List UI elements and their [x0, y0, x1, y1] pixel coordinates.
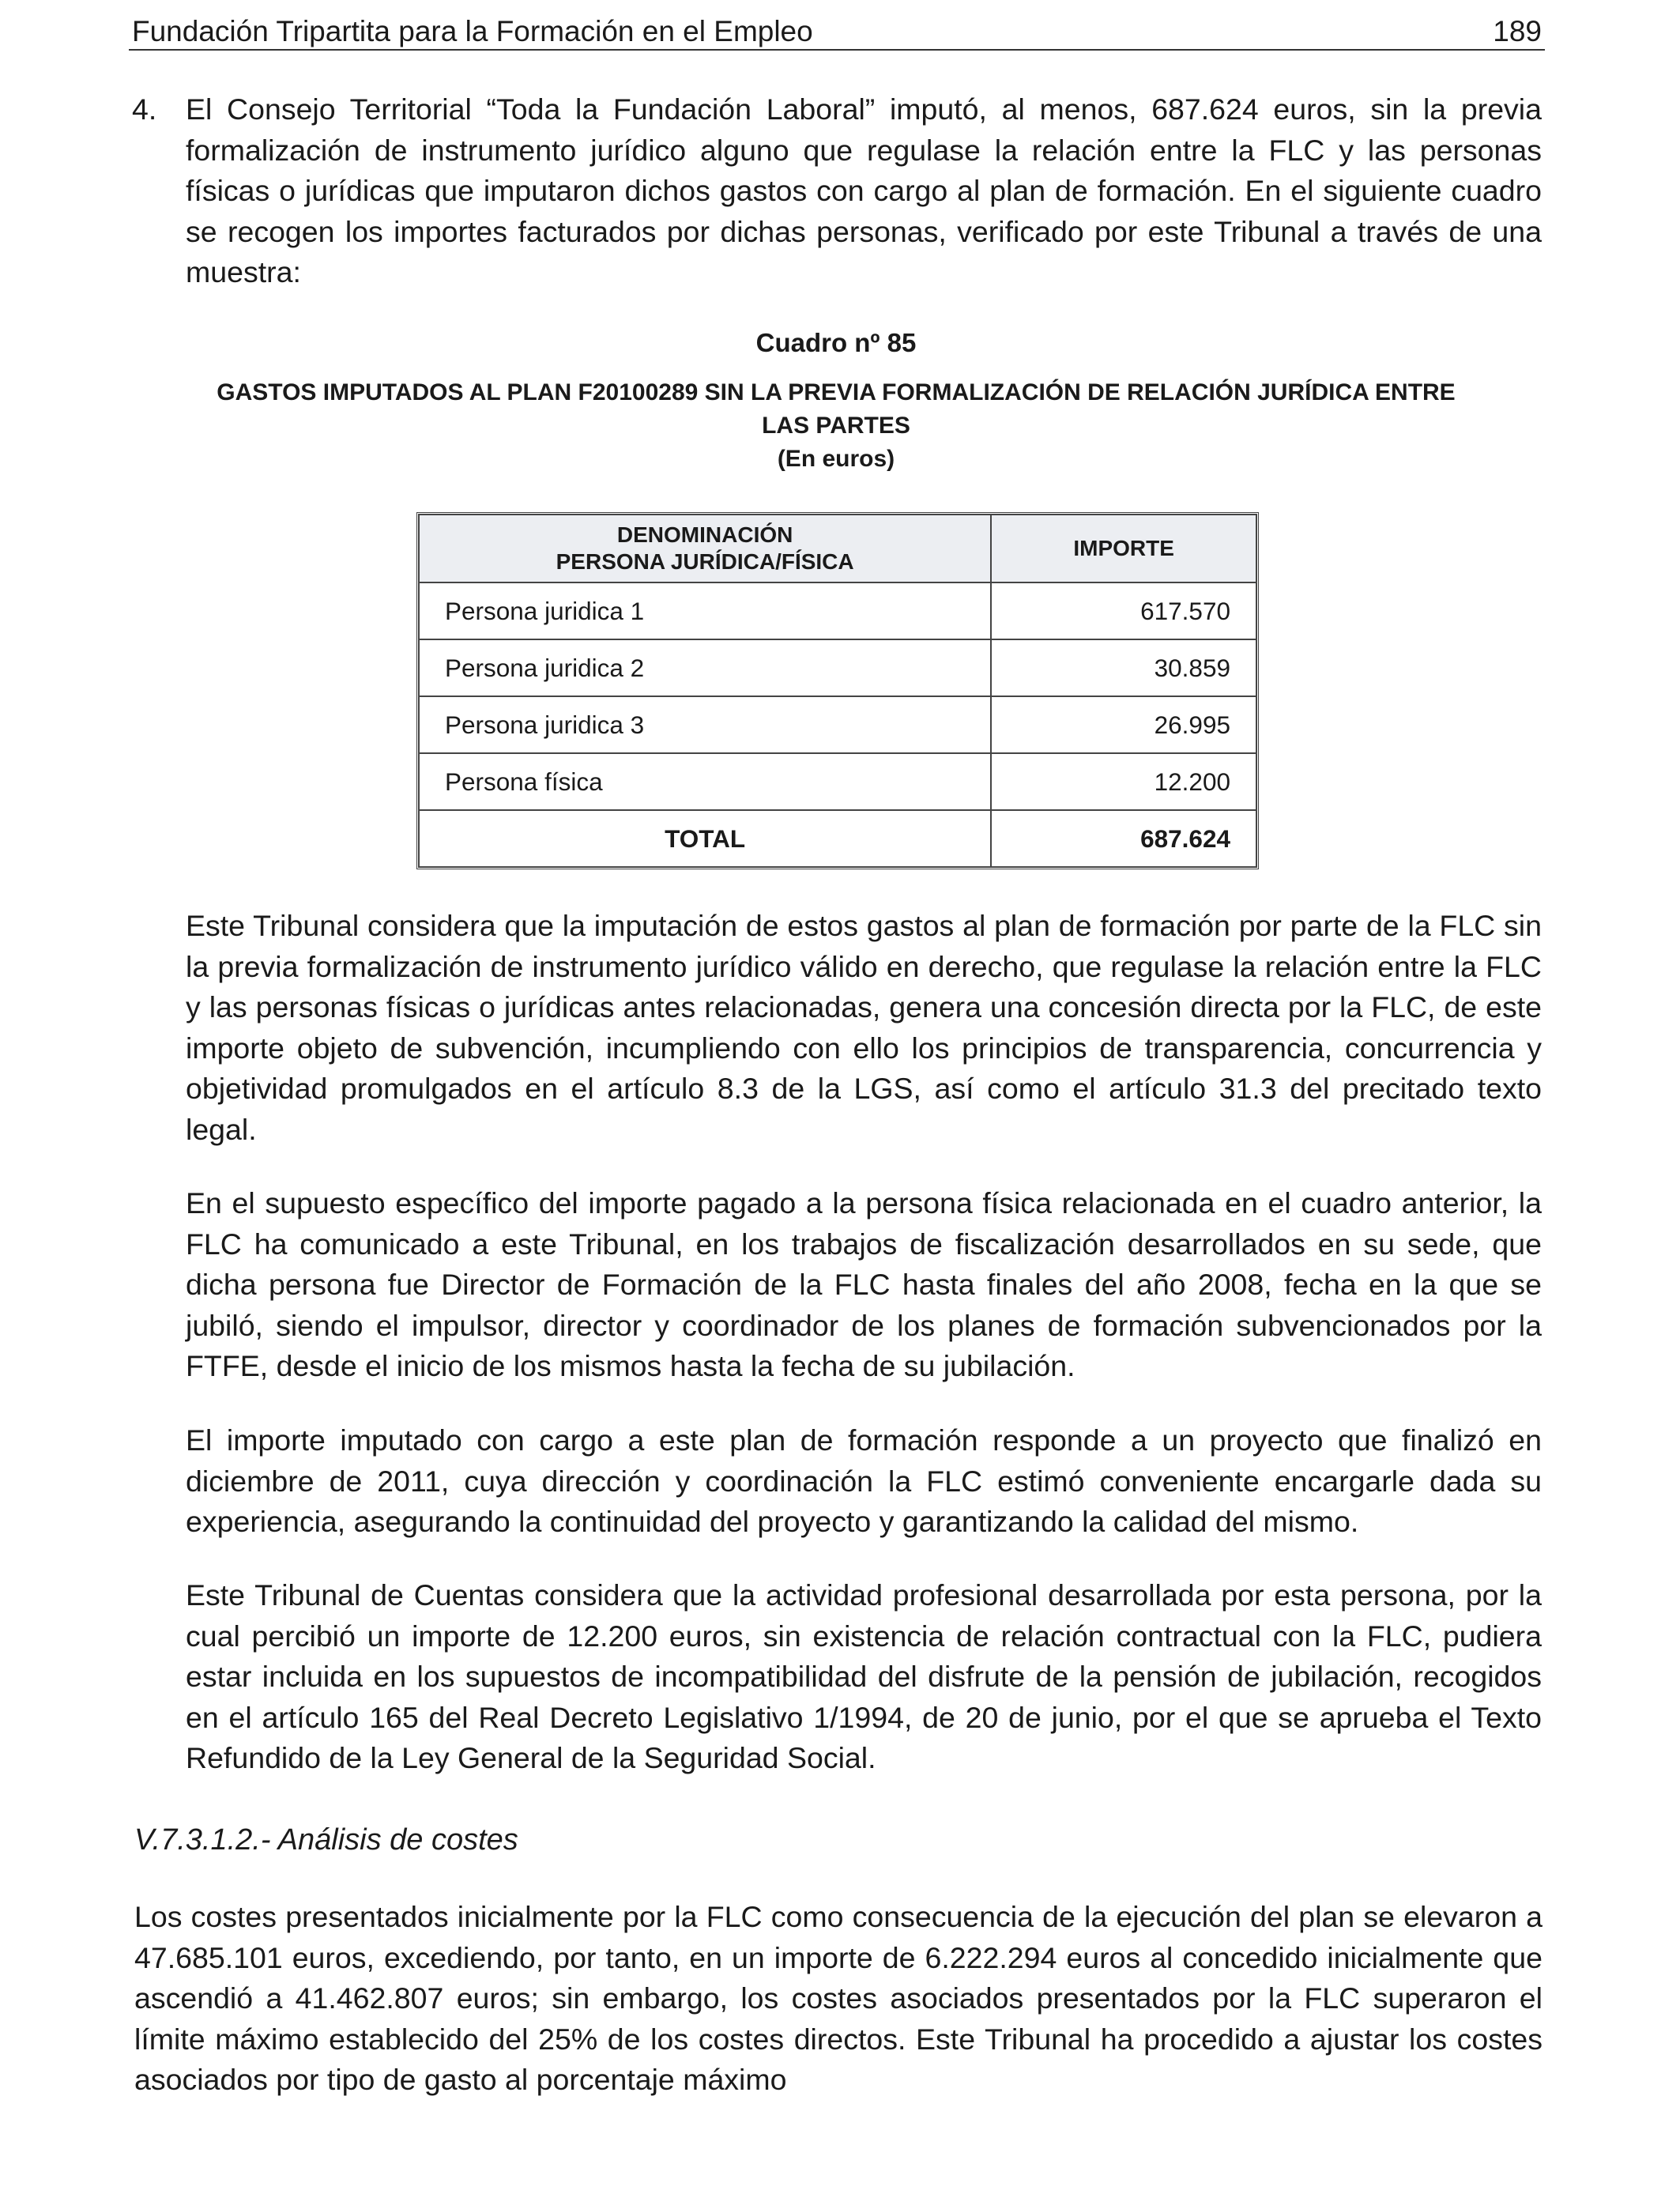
page-number: 189: [1493, 15, 1542, 47]
paragraph-costs: Los costes presentados inicialmente por la FLC como consecuencia de la ejecución del plan se elevaron a 47.685.101 euros, excediendo, por tanto, en un importe de 6.222.294 euros al concedido inicialmente que ascendió a 41.462.807 euros; sin embargo, los costes asociados presentados por la FLC superaron el límite máximo establecido del 25% de los costes directos. Este Tribunal ha procedido a ajustar los costes asociados por tipo de gasto al porcentaje máximo: [134, 1900, 1543, 2096]
header-title: Fundación Tripartita para la Formación en el Empleo: [132, 15, 813, 47]
table-title-line-2: LAS PARTES: [762, 413, 910, 439]
table-header-row: [419, 515, 1256, 582]
table-row: [419, 582, 1256, 639]
paragraph-natural-person: En el supuesto específico del importe pagado a la persona física relacionada en el cuadro anterior, la FLC ha comunicado a este Tribunal, en los trabajos de fiscalización desarrollados en su sede, que dicha persona fue Director de Formación de la FLC hasta finales del año 2008, fecha en la que se jubiló, siendo el impulsor, director y coordinador de los planes de formación subvencionados por la FTFE, desde el inicio de los mismos hasta la fecha de su jubilación.: [186, 1186, 1542, 1382]
table-unit: (En euros): [777, 446, 895, 472]
table-row: [419, 696, 1256, 753]
table-number: Cuadro nº 85: [755, 328, 917, 357]
row-name: Persona juridica 2: [419, 639, 991, 696]
item-number: 4.: [132, 92, 157, 126]
row-amount: 26.995: [991, 696, 1256, 753]
paragraph-incompatibility: Este Tribunal de Cuentas considera que la actividad profesional desarrollada por esta persona, por la cual percibió un importe de 12.200 euros, sin existencia de relación contractual con la FLC, pudiera estar incluida en los supuestos de incompatibilidad del disfrute de la pensión de jubilación, recogidos en el artículo 165 del Real Decreto Legislativo 1/1994, de 20 de junio, por el que se aprueba el Texto Refundido de la Ley General de la Seguridad Social.: [186, 1578, 1542, 1774]
total-label: TOTAL: [419, 810, 991, 867]
table-total-row: [419, 810, 1256, 867]
column-header-denomination: [419, 515, 991, 582]
paragraph-project: El importe imputado con cargo a este plan de formación responde a un proyecto que finalizó en diciembre de 2011, cuya dirección y coordinación la FLC estimó conveniente encargarle dada su experiencia, asegurando la continuidad del proyecto y garantizando la calidad del mismo.: [186, 1423, 1542, 1538]
row-name: Persona juridica 1: [419, 582, 991, 639]
table-title: [145, 376, 1527, 443]
column-header-denomination-line-1: DENOMINACIÓN: [616, 522, 793, 547]
row-amount: 12.200: [991, 753, 1256, 810]
table-title-line-1: GASTOS IMPUTADOS AL PLAN F20100289 SIN LA PREVIA FORMALIZACIÓN DE RELACIÓN JURÍDICA ENTRE: [217, 379, 1456, 405]
running-header: [129, 8, 1545, 51]
row-name: Persona física: [419, 753, 991, 810]
table-row: [419, 639, 1256, 696]
column-header-amount: IMPORTE: [991, 515, 1256, 582]
item-text: El Consejo Territorial “Toda la Fundación Laboral” imputó, al menos, 687.624 euros, sin la previa formalización de instrumento jurídico alguno que regulase la relación entre la FLC y las personas físicas o jurídicas que imputaron dichos gastos con cargo al plan de formación. En el siguiente cuadro se recogen los importes facturados por dichas personas, verificado por este Tribunal a través de una muestra:: [186, 92, 1542, 288]
row-name: Persona juridica 3: [419, 696, 991, 753]
section-heading: V.7.3.1.2.- Análisis de costes: [134, 1823, 518, 1857]
row-amount: 617.570: [991, 582, 1256, 639]
row-amount: 30.859: [991, 639, 1256, 696]
table-row: [419, 753, 1256, 810]
column-header-denomination-line-2: PERSONA JURÍDICA/FÍSICA: [556, 549, 854, 574]
paragraph-direct-grant: Este Tribunal considera que la imputación de estos gastos al plan de formación por parte de la FLC sin la previa formalización de instrumento jurídico válido en derecho, que regulase la relación entre la FLC y las personas físicas o jurídicas antes relacionadas, genera una concesión directa por la FLC, de este importe objeto de subvención, incumpliendo con ello los principios de transparencia, concurrencia y objetividad promulgados en el artículo 8.3 de la LGS, así como el artículo 31.3 del precitado texto legal.: [186, 909, 1542, 1146]
total-amount: 687.624: [991, 810, 1256, 867]
expenses-table: [416, 512, 1259, 869]
